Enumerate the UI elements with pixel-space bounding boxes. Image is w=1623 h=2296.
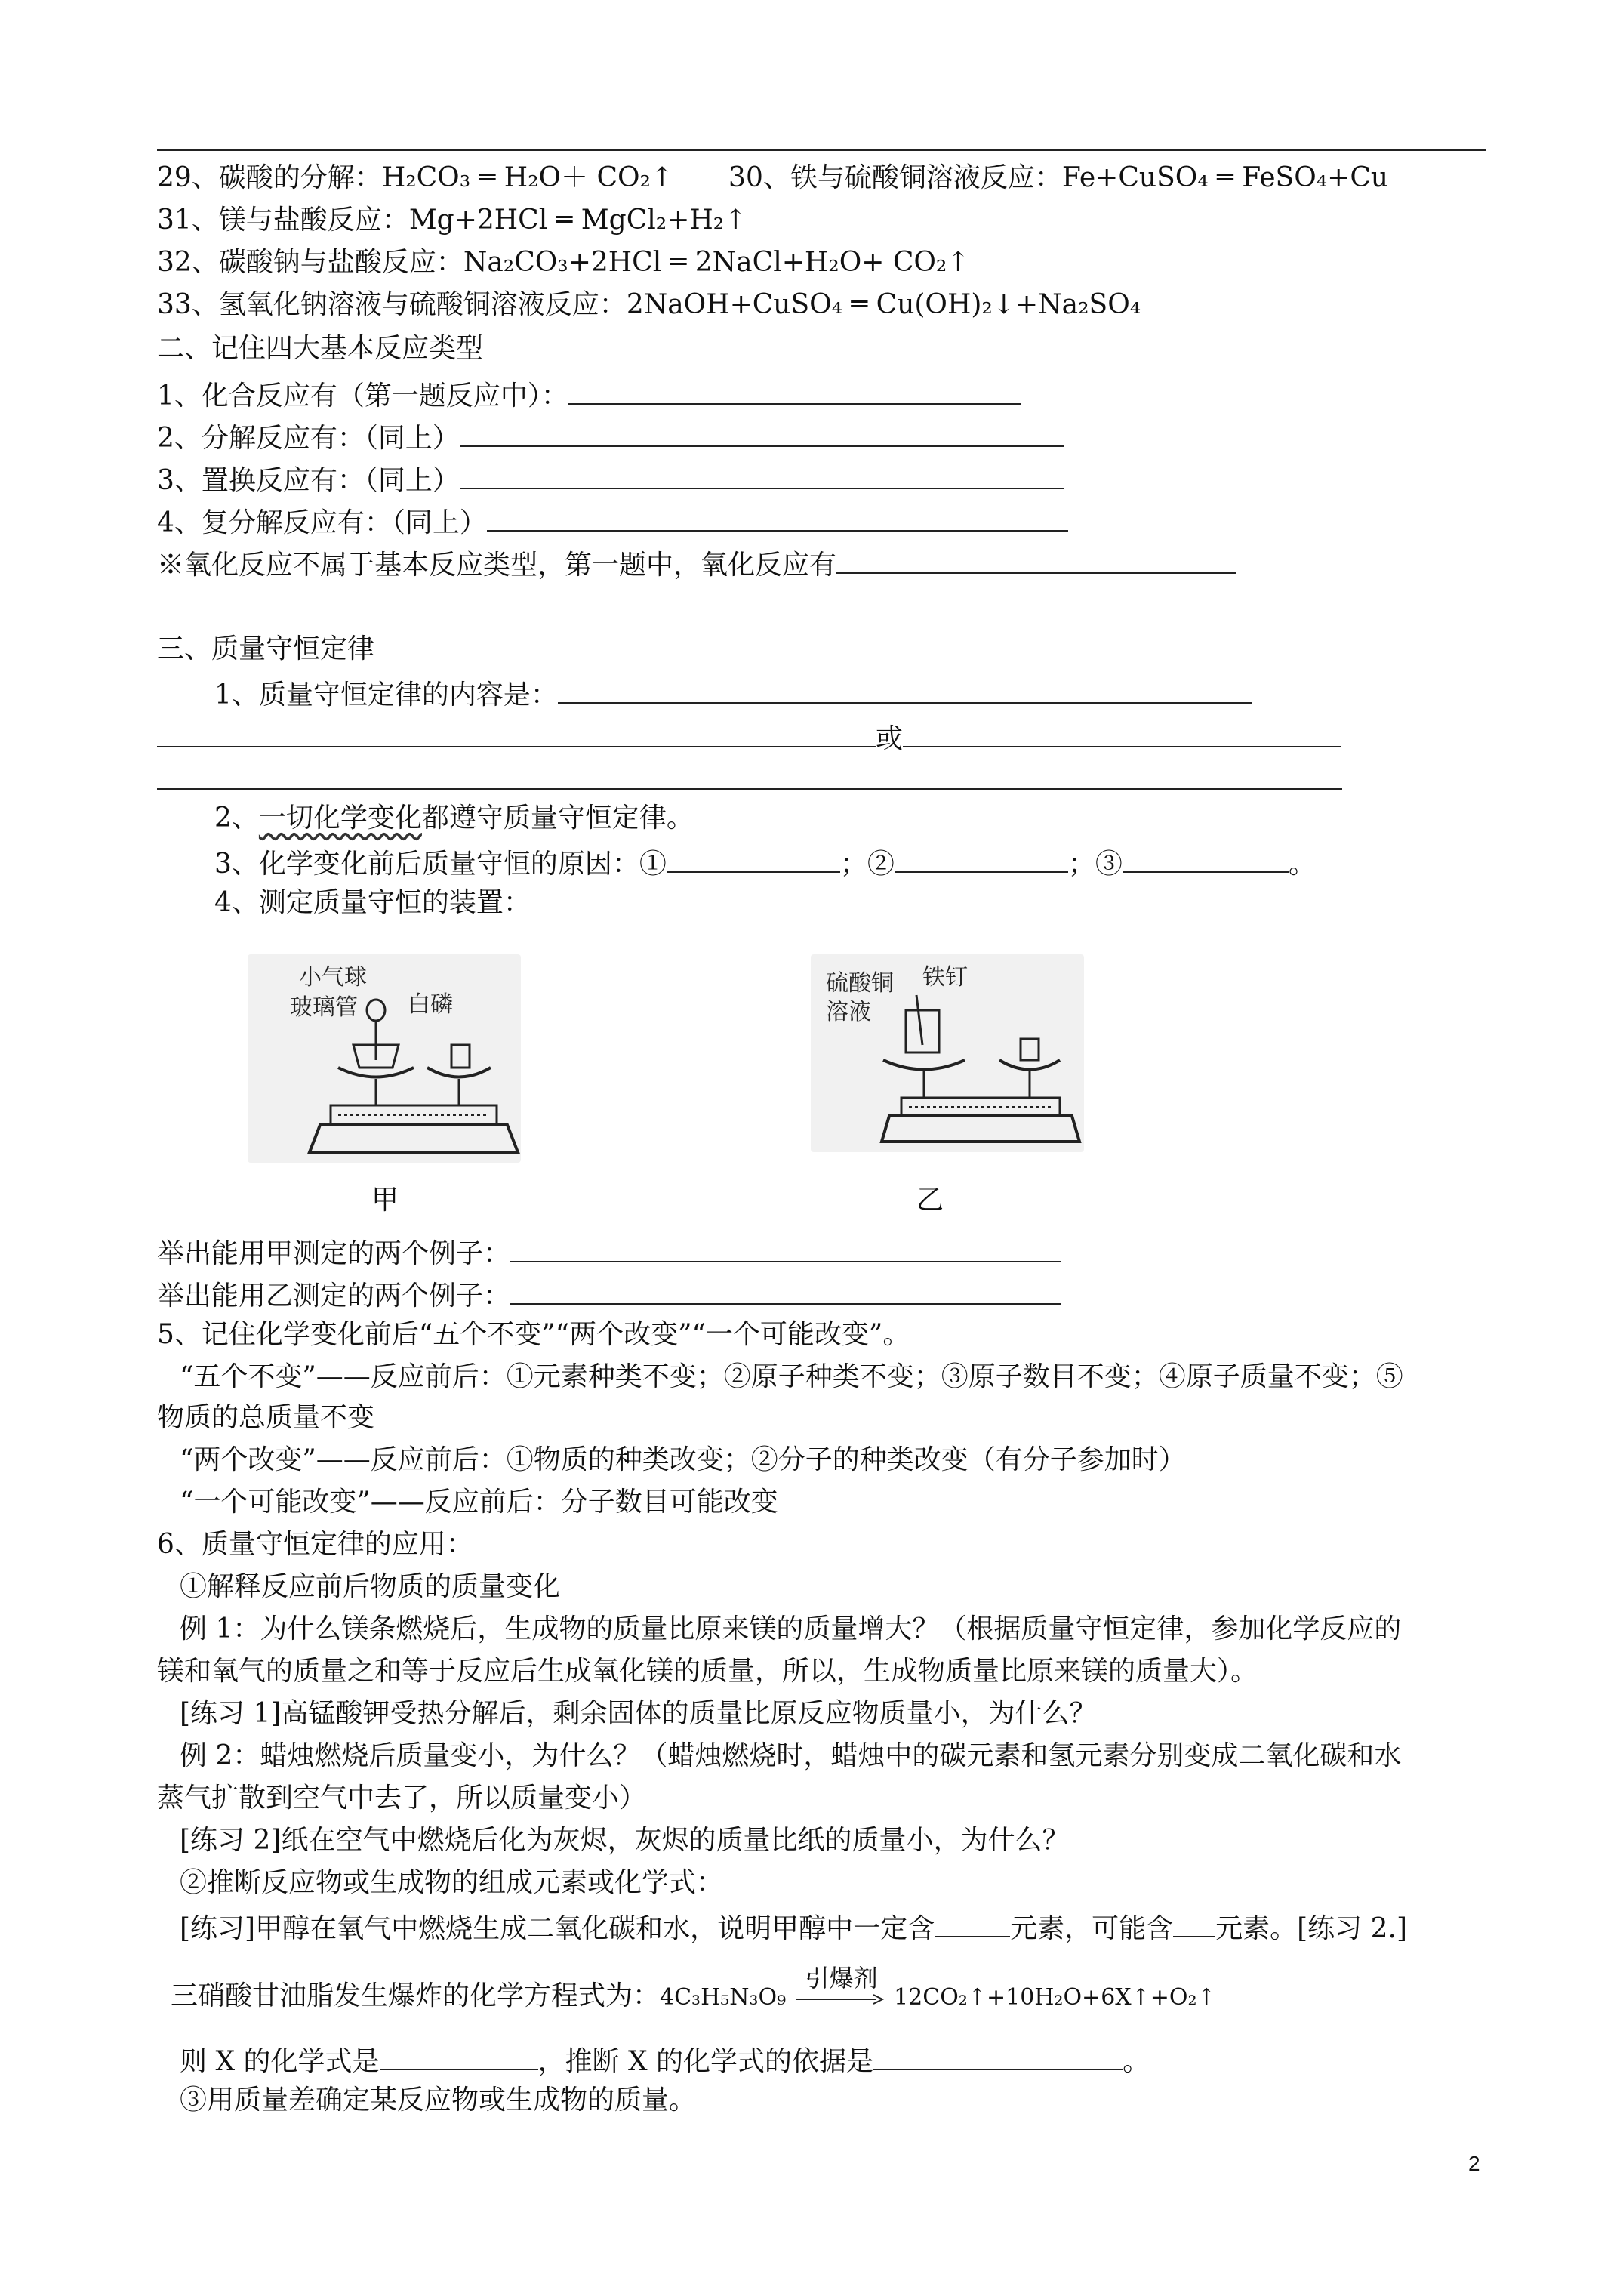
x-end: 。 [1123, 2046, 1150, 2077]
p1-blank-3[interactable] [903, 719, 1341, 747]
r32-label: 32、碳酸钠与盐酸反应： [157, 247, 463, 278]
s3-p3 [214, 844, 1316, 881]
section3-heading: 三、质量守恒定律 [157, 633, 375, 664]
ex-yi-text: 举出能用乙测定的两个例子： [157, 1281, 511, 1311]
balance-yi-drawing [811, 954, 1084, 1152]
example-1-a: 例 1：为什么镁条燃烧后，生成物的质量比原来镁的质量增大？（根据质量守恒定律，参加化学反应的 [180, 1613, 1402, 1644]
s3-p2: 2、一切化学变化都遵守质量守恒定律。 [214, 803, 694, 834]
reaction-33 [157, 288, 1141, 322]
ex-jia-blank[interactable] [510, 1234, 1061, 1262]
balance-jia-drawing [248, 954, 521, 1163]
section2-q4 [157, 503, 1068, 540]
ex-jia-line [157, 1234, 1061, 1271]
example-1-b: 镁和氧气的质量之和等于反应后生成氧化镁的质量，所以，生成物质量比原来镁的质量大）。 [157, 1656, 1258, 1687]
label-small-balloon: 小气球 [299, 964, 367, 991]
example-2-a: 例 2：蜡烛燃烧后质量变小，为什么？（蜡烛燃烧时，蜡烛中的碳元素和氢元素分别变成二氧化碳和水 [180, 1740, 1402, 1771]
r33-equation: 2NaOH+CuSO₄ ═ Cu(OH)₂↓+Na₂SO₄ [626, 289, 1141, 320]
label-glass-tube: 玻璃管 [290, 994, 358, 1021]
ex-yi-line [157, 1276, 1061, 1313]
p2-text: 都遵守质量守恒定律。 [421, 803, 694, 834]
q4-blank[interactable] [487, 503, 1068, 532]
pr3-c: 元素。[练习 2.] [1215, 1913, 1407, 1944]
reaction-arrow [795, 1964, 885, 2014]
r30-label: 30、铁与硫酸铜溶液反应： [728, 162, 1062, 193]
x-blank-2[interactable] [873, 2042, 1123, 2070]
p1-text: 1、质量守恒定律的内容是： [214, 680, 558, 710]
example-2-b: 蒸气扩散到空气中去了，所以质量变小） [157, 1783, 647, 1814]
section2-note [157, 545, 1236, 582]
practice-1: [练习 1]高锰酸钾受热分解后，剩余固体的质量比原反应物质量小，为什么？ [180, 1698, 1097, 1729]
p3-blank-3[interactable] [1123, 844, 1289, 873]
caption-jia: 甲 [371, 1185, 399, 1216]
x-b: ，推断 X 的化学式的依据是 [537, 2046, 874, 2077]
s3-p5: 5、记住化学变化前后“五个不变”“两个改变”“一个可能改变”。 [157, 1319, 910, 1350]
s3-p5-a2: 物质的总质量不变 [157, 1402, 375, 1433]
nitro-text: 三硝酸甘油脂发生爆炸的化学方程式为： [171, 1980, 661, 2011]
r33-label: 33、氢氧化钠溶液与硫酸铜溶液反应： [157, 289, 627, 320]
header-rule [157, 149, 1486, 151]
x-a: 则 X 的化学式是 [180, 2046, 380, 2077]
p3-end: 。 [1288, 849, 1316, 880]
label-solution: 溶液 [826, 999, 871, 1025]
reaction-32 [157, 246, 969, 279]
s3-p1-line3 [157, 761, 1342, 798]
p2-wavy-text: 一切化学变化 [258, 803, 422, 834]
pr3-blank-1[interactable] [935, 1909, 1010, 1937]
p1-blank-4[interactable] [157, 761, 1342, 790]
s3-p6-2: ②推断反应物或生成物的组成元素或化学式： [180, 1867, 724, 1898]
page-number: 2 [1468, 2152, 1480, 2175]
practice-methanol [180, 1909, 1407, 1946]
s3-p1 [214, 675, 1252, 712]
balance-figure-jia [248, 954, 521, 1163]
s3-p5-a1: “五个不变”——反应前后：①元素种类不变；②原子种类不变；③原子数目不变；④原子质量不变；⑤ [180, 1361, 1403, 1392]
p3-blank-2[interactable] [895, 844, 1068, 873]
label-white-phosphorus: 白磷 [408, 991, 453, 1018]
s3-p5-c: “一个可能改变”——反应前后：分子数目可能改变 [180, 1487, 778, 1518]
s3-p6: 6、质量守恒定律的应用： [157, 1529, 473, 1560]
q2-text: 2、分解反应有：（同上） [157, 423, 460, 454]
balance-figure-yi [811, 954, 1084, 1152]
pr3-blank-2[interactable] [1173, 1909, 1215, 1937]
p1-blank-2[interactable] [157, 719, 876, 747]
section2-heading: 二、记住四大基本反应类型 [157, 333, 484, 364]
nitroglycerin-line [171, 1964, 1216, 2014]
note-text: ※氧化反应不属于基本反应类型，第一题中，氧化反应有 [157, 550, 837, 581]
caption-yi: 乙 [916, 1185, 944, 1216]
r30-equation: Fe+CuSO₄ ═ FeSO₄+Cu [1061, 162, 1389, 193]
ex-jia-text: 举出能用甲测定的两个例子： [157, 1238, 511, 1269]
section2-q1 [157, 376, 1021, 413]
arrow-icon [795, 1984, 885, 2014]
s3-p6-1: ①解释反应前后物质的质量变化 [180, 1571, 561, 1602]
r31-equation: Mg+2HCl ═ MgCl₂+H₂↑ [408, 205, 747, 236]
pr3-a: [练习]甲醇在氧气中燃烧生成二氧化碳和水，说明甲醇中一定含 [180, 1913, 935, 1944]
nitro-lhs: 4C₃H₅N₃O₉ [660, 1984, 787, 2011]
p3-blank-1[interactable] [667, 844, 840, 873]
note-blank[interactable] [836, 545, 1236, 574]
s3-p4: 4、测定质量守恒的装置： [214, 887, 531, 918]
p1-blank[interactable] [558, 675, 1252, 704]
x-blank-1[interactable] [380, 2042, 538, 2070]
s3-p6-3: ③用质量差确定某反应物或生成物的质量。 [180, 2085, 697, 2116]
ex-yi-blank[interactable] [510, 1276, 1061, 1305]
p3-b: ；② [839, 849, 895, 880]
or-text: 或 [876, 723, 904, 754]
q2-blank[interactable] [460, 418, 1064, 447]
p3-c: ；③ [1067, 849, 1123, 880]
s3-p1-line2 [157, 719, 1341, 756]
label-iron-nail: 铁钉 [922, 964, 968, 991]
nitro-condition: 引爆剂 [805, 1964, 878, 1992]
practice-2: [练习 2]纸在空气中燃烧后化为灰烬，灰烬的质量比纸的质量小，为什么？ [180, 1825, 1070, 1856]
reaction-29-30 [157, 162, 1388, 195]
s3-p5-b: “两个改变”——反应前后：①物质的种类改变；②分子的种类改变（有分子参加时） [180, 1444, 1186, 1475]
label-copper-sulfate: 硫酸铜 [826, 970, 894, 997]
q1-blank[interactable] [568, 376, 1021, 405]
nitro-rhs: 12CO₂↑+10H₂O+6X↑+O₂↑ [894, 1984, 1216, 2011]
r32-equation: Na₂CO₃+2HCl ═ 2NaCl+H₂O+ CO₂↑ [463, 247, 970, 278]
pr3-b: 元素，可能含 [1010, 1913, 1174, 1944]
q3-blank[interactable] [460, 461, 1064, 489]
r29-label: 29、碳酸的分解： [157, 162, 382, 193]
section2-q3 [157, 461, 1064, 498]
q4-text: 4、复分解反应有：（同上） [157, 507, 487, 538]
x-formula-line [180, 2042, 1150, 2079]
q3-text: 3、置换反应有：（同上） [157, 465, 460, 496]
r29-equation: H₂CO₃ ═ H₂O＋ CO₂↑ [381, 162, 674, 193]
r31-label: 31、镁与盐酸反应： [157, 205, 409, 236]
p3-a: 3、化学变化前后质量守恒的原因：① [214, 849, 667, 880]
reaction-31 [157, 204, 747, 237]
section2-q2 [157, 418, 1064, 455]
q1-text: 1、化合反应有（第一题反应中）： [157, 381, 568, 411]
